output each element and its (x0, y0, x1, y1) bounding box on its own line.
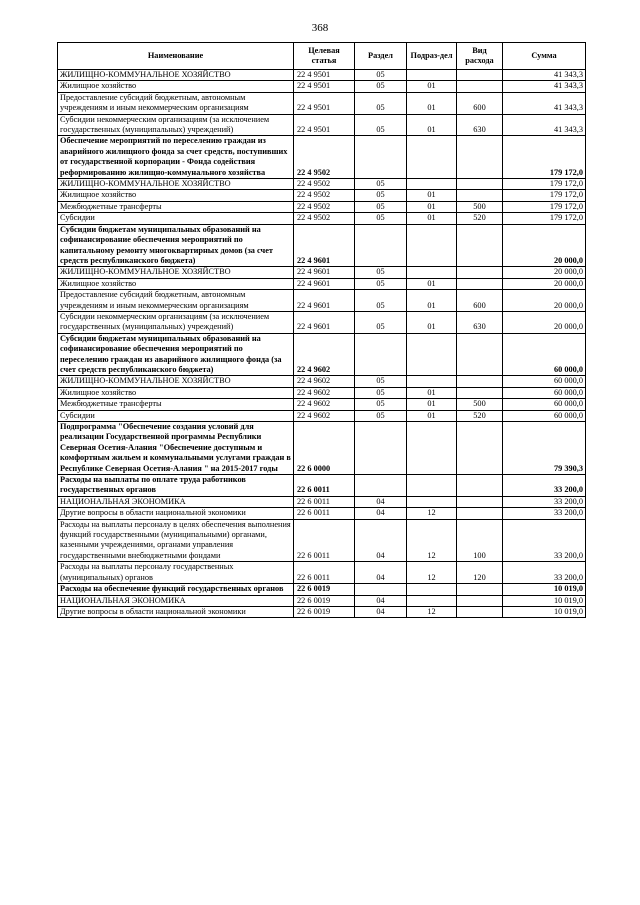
cell-name: Жилищное хозяйство (58, 387, 294, 398)
cell-subsection: 01 (407, 201, 457, 212)
cell-amount: 41 343,3 (503, 81, 586, 92)
page-number: 368 (311, 22, 329, 34)
cell-amount: 179 172,0 (503, 136, 586, 179)
cell-target: 22 4 9602 (294, 376, 355, 387)
cell-target: 22 4 9501 (294, 70, 355, 81)
cell-expense-type: 630 (457, 311, 503, 333)
cell-section: 05 (355, 114, 407, 136)
cell-section: 04 (355, 606, 407, 617)
cell-section (355, 475, 407, 497)
cell-subsection: 12 (407, 508, 457, 519)
cell-subsection: 01 (407, 278, 457, 289)
cell-target: 22 6 0019 (294, 606, 355, 617)
cell-amount: 41 343,3 (503, 114, 586, 136)
cell-expense-type: 100 (457, 519, 503, 562)
table-row (58, 81, 586, 92)
cell-section (355, 136, 407, 179)
cell-name: Расходы на выплаты по оплате труда работников государственных органов (58, 475, 294, 497)
cell-expense-type (457, 376, 503, 387)
cell-section (355, 584, 407, 595)
table-row (58, 278, 586, 289)
cell-expense-type (457, 496, 503, 507)
cell-section: 04 (355, 496, 407, 507)
cell-target: 22 4 9502 (294, 190, 355, 201)
cell-target: 22 4 9601 (294, 290, 355, 312)
cell-subsection (407, 70, 457, 81)
cell-section: 05 (355, 201, 407, 212)
table-row (58, 267, 586, 278)
cell-name: Жилищное хозяйство (58, 81, 294, 92)
cell-expense-type (457, 387, 503, 398)
cell-section: 05 (355, 190, 407, 201)
cell-amount: 60 000,0 (503, 387, 586, 398)
cell-expense-type (457, 584, 503, 595)
cell-name: Подпрограмма "Обеспечение создания условий для реализации Государственной программы Республики Северная Осетия-Алания "Обеспечение доступным и комфортным жильем и коммунальными услугами граждан в Республике Северная Осетия-Алания " на 2015-2017 годы (58, 422, 294, 475)
cell-expense-type: 500 (457, 201, 503, 212)
cell-section: 04 (355, 508, 407, 519)
cell-target: 22 4 9601 (294, 311, 355, 333)
cell-expense-type (457, 278, 503, 289)
cell-amount: 179 172,0 (503, 201, 586, 212)
table-row (58, 70, 586, 81)
cell-subsection: 01 (407, 410, 457, 421)
cell-subsection: 12 (407, 562, 457, 584)
cell-section: 05 (355, 311, 407, 333)
table-row (58, 475, 586, 497)
cell-subsection: 01 (407, 190, 457, 201)
cell-name: Другие вопросы в области национальной экономики (58, 508, 294, 519)
cell-amount: 33 200,0 (503, 562, 586, 584)
cell-section: 05 (355, 278, 407, 289)
cell-expense-type (457, 475, 503, 497)
table-row (58, 562, 586, 584)
cell-expense-type: 630 (457, 114, 503, 136)
table-row (58, 311, 586, 333)
cell-amount: 20 000,0 (503, 278, 586, 289)
cell-subsection (407, 496, 457, 507)
cell-amount: 179 172,0 (503, 213, 586, 224)
cell-section: 05 (355, 399, 407, 410)
header-expense-type: Вид расхода (457, 43, 503, 70)
table-row (58, 290, 586, 312)
cell-section: 05 (355, 92, 407, 114)
cell-expense-type (457, 224, 503, 267)
cell-target: 22 6 0011 (294, 519, 355, 562)
cell-amount: 33 200,0 (503, 519, 586, 562)
cell-subsection: 01 (407, 387, 457, 398)
cell-name: Предоставление субсидий бюджетным, автономным учреждениям и иным некоммерческим организациям (58, 290, 294, 312)
table-row (58, 201, 586, 212)
cell-target: 22 4 9601 (294, 267, 355, 278)
cell-name: Предоставление субсидий бюджетным, автономным учреждениям и иным некоммерческим организациям (58, 92, 294, 114)
table-body (58, 70, 586, 618)
cell-name: ЖИЛИЩНО-КОММУНАЛЬНОЕ ХОЗЯЙСТВО (58, 70, 294, 81)
cell-target: 22 6 0000 (294, 422, 355, 475)
cell-expense-type (457, 136, 503, 179)
cell-section: 05 (355, 267, 407, 278)
cell-amount: 60 000,0 (503, 333, 586, 376)
table-row (58, 92, 586, 114)
cell-subsection: 01 (407, 290, 457, 312)
cell-subsection (407, 333, 457, 376)
cell-amount: 33 200,0 (503, 508, 586, 519)
cell-section: 04 (355, 562, 407, 584)
cell-section: 05 (355, 70, 407, 81)
cell-section: 05 (355, 410, 407, 421)
cell-amount: 20 000,0 (503, 224, 586, 267)
cell-amount: 33 200,0 (503, 475, 586, 497)
header-section: Раздел (355, 43, 407, 70)
cell-amount: 20 000,0 (503, 290, 586, 312)
cell-target: 22 6 0011 (294, 496, 355, 507)
cell-target: 22 6 0019 (294, 595, 355, 606)
cell-expense-type: 500 (457, 399, 503, 410)
cell-section: 05 (355, 387, 407, 398)
cell-expense-type (457, 81, 503, 92)
cell-name: Расходы на выплаты персоналу в целях обеспечения выполнения функций государственными (муниципальными) органами, казенными учреждениями, органами управления государственными внебюджетными фондами (58, 519, 294, 562)
header-amount: Сумма (503, 43, 586, 70)
cell-section: 05 (355, 81, 407, 92)
table-row (58, 519, 586, 562)
table-header-row (58, 43, 586, 70)
cell-expense-type (457, 179, 503, 190)
header-target: Целевая статья (294, 43, 355, 70)
cell-target: 22 4 9602 (294, 387, 355, 398)
cell-target: 22 4 9501 (294, 81, 355, 92)
cell-target: 22 4 9501 (294, 92, 355, 114)
cell-subsection: 01 (407, 399, 457, 410)
cell-target: 22 4 9601 (294, 278, 355, 289)
table-row (58, 224, 586, 267)
cell-target: 22 4 9502 (294, 201, 355, 212)
cell-section: 05 (355, 290, 407, 312)
cell-subsection (407, 267, 457, 278)
cell-expense-type (457, 508, 503, 519)
cell-name: Субсидии (58, 213, 294, 224)
cell-subsection: 01 (407, 114, 457, 136)
cell-subsection: 01 (407, 92, 457, 114)
table-row (58, 387, 586, 398)
cell-name: НАЦИОНАЛЬНАЯ ЭКОНОМИКА (58, 496, 294, 507)
table-row (58, 584, 586, 595)
cell-subsection: 12 (407, 519, 457, 562)
cell-amount: 20 000,0 (503, 311, 586, 333)
cell-expense-type: 600 (457, 92, 503, 114)
cell-target: 22 4 9502 (294, 179, 355, 190)
cell-subsection: 12 (407, 606, 457, 617)
table-row (58, 333, 586, 376)
table-row (58, 376, 586, 387)
cell-amount: 33 200,0 (503, 496, 586, 507)
cell-expense-type (457, 333, 503, 376)
cell-amount: 60 000,0 (503, 376, 586, 387)
table-row (58, 422, 586, 475)
cell-amount: 41 343,3 (503, 70, 586, 81)
cell-expense-type (457, 267, 503, 278)
cell-name: Другие вопросы в области национальной экономики (58, 606, 294, 617)
cell-expense-type (457, 70, 503, 81)
cell-amount: 41 343,3 (503, 92, 586, 114)
cell-target: 22 4 9502 (294, 213, 355, 224)
cell-section: 04 (355, 595, 407, 606)
cell-amount: 79 390,3 (503, 422, 586, 475)
cell-target: 22 4 9501 (294, 114, 355, 136)
table-row (58, 399, 586, 410)
cell-target: 22 4 9602 (294, 410, 355, 421)
cell-name: НАЦИОНАЛЬНАЯ ЭКОНОМИКА (58, 595, 294, 606)
cell-name: Расходы на обеспечение функций государственных органов (58, 584, 294, 595)
cell-name: Расходы на выплаты персоналу государственных (муниципальных) органов (58, 562, 294, 584)
cell-expense-type: 520 (457, 410, 503, 421)
cell-subsection (407, 595, 457, 606)
cell-section: 05 (355, 213, 407, 224)
cell-subsection (407, 179, 457, 190)
budget-table (57, 42, 586, 618)
cell-name: ЖИЛИЩНО-КОММУНАЛЬНОЕ ХОЗЯЙСТВО (58, 179, 294, 190)
table-row (58, 190, 586, 201)
cell-subsection (407, 376, 457, 387)
table-row (58, 114, 586, 136)
cell-expense-type: 600 (457, 290, 503, 312)
cell-target: 22 6 0011 (294, 562, 355, 584)
table-row (58, 179, 586, 190)
cell-name: Субсидии некоммерческим организациям (за исключением государственных (муниципальных) учреждений) (58, 311, 294, 333)
cell-name: ЖИЛИЩНО-КОММУНАЛЬНОЕ ХОЗЯЙСТВО (58, 267, 294, 278)
cell-target: 22 4 9601 (294, 224, 355, 267)
cell-expense-type (457, 190, 503, 201)
cell-name: ЖИЛИЩНО-КОММУНАЛЬНОЕ ХОЗЯЙСТВО (58, 376, 294, 387)
cell-section (355, 422, 407, 475)
table-row (58, 496, 586, 507)
cell-name: Жилищное хозяйство (58, 190, 294, 201)
cell-target: 22 6 0011 (294, 508, 355, 519)
cell-amount: 20 000,0 (503, 267, 586, 278)
cell-name: Межбюджетные трансферты (58, 399, 294, 410)
cell-expense-type: 520 (457, 213, 503, 224)
cell-subsection (407, 584, 457, 595)
cell-subsection: 01 (407, 213, 457, 224)
cell-expense-type: 120 (457, 562, 503, 584)
cell-subsection: 01 (407, 311, 457, 333)
header-subsection: Подраз-дел (407, 43, 457, 70)
cell-expense-type (457, 606, 503, 617)
cell-section: 05 (355, 376, 407, 387)
cell-amount: 10 019,0 (503, 584, 586, 595)
cell-name: Субсидии бюджетам муниципальных образований на софинансирование обеспечения мероприятий по переселению граждан из аварийного жилищного фонда (за счет средств республиканского бюджета) (58, 333, 294, 376)
table-row (58, 606, 586, 617)
cell-amount: 10 019,0 (503, 595, 586, 606)
cell-amount: 60 000,0 (503, 399, 586, 410)
cell-name: Субсидии бюджетам муниципальных образований на софинансирование обеспечения мероприятий по капитальному ремонту многоквартирных домов (за счет средств республиканского бюджета) (58, 224, 294, 267)
cell-section (355, 333, 407, 376)
cell-subsection (407, 422, 457, 475)
header-name: Наименование (58, 43, 294, 70)
cell-name: Субсидии некоммерческим организациям (за исключением государственных (муниципальных) учреждений) (58, 114, 294, 136)
cell-section: 05 (355, 179, 407, 190)
table-row (58, 595, 586, 606)
cell-target: 22 4 9502 (294, 136, 355, 179)
table-row (58, 508, 586, 519)
cell-amount: 60 000,0 (503, 410, 586, 421)
cell-expense-type (457, 422, 503, 475)
cell-amount: 179 172,0 (503, 190, 586, 201)
table-row (58, 410, 586, 421)
cell-amount: 10 019,0 (503, 606, 586, 617)
cell-subsection (407, 224, 457, 267)
cell-subsection (407, 475, 457, 497)
cell-subsection: 01 (407, 81, 457, 92)
cell-name: Обеспечение мероприятий по переселению граждан из аварийного жилищного фонда за счет средств, поступивших от государственной корпорации - Фонда содействия реформированию жилищно-коммунального хозяйства (58, 136, 294, 179)
cell-subsection (407, 136, 457, 179)
cell-target: 22 4 9602 (294, 333, 355, 376)
cell-expense-type (457, 595, 503, 606)
cell-target: 22 4 9602 (294, 399, 355, 410)
cell-name: Межбюджетные трансферты (58, 201, 294, 212)
table-row (58, 136, 586, 179)
cell-amount: 179 172,0 (503, 179, 586, 190)
cell-section (355, 224, 407, 267)
cell-target: 22 6 0011 (294, 475, 355, 497)
cell-name: Субсидии (58, 410, 294, 421)
cell-name: Жилищное хозяйство (58, 278, 294, 289)
cell-section: 04 (355, 519, 407, 562)
cell-target: 22 6 0019 (294, 584, 355, 595)
table-row (58, 213, 586, 224)
